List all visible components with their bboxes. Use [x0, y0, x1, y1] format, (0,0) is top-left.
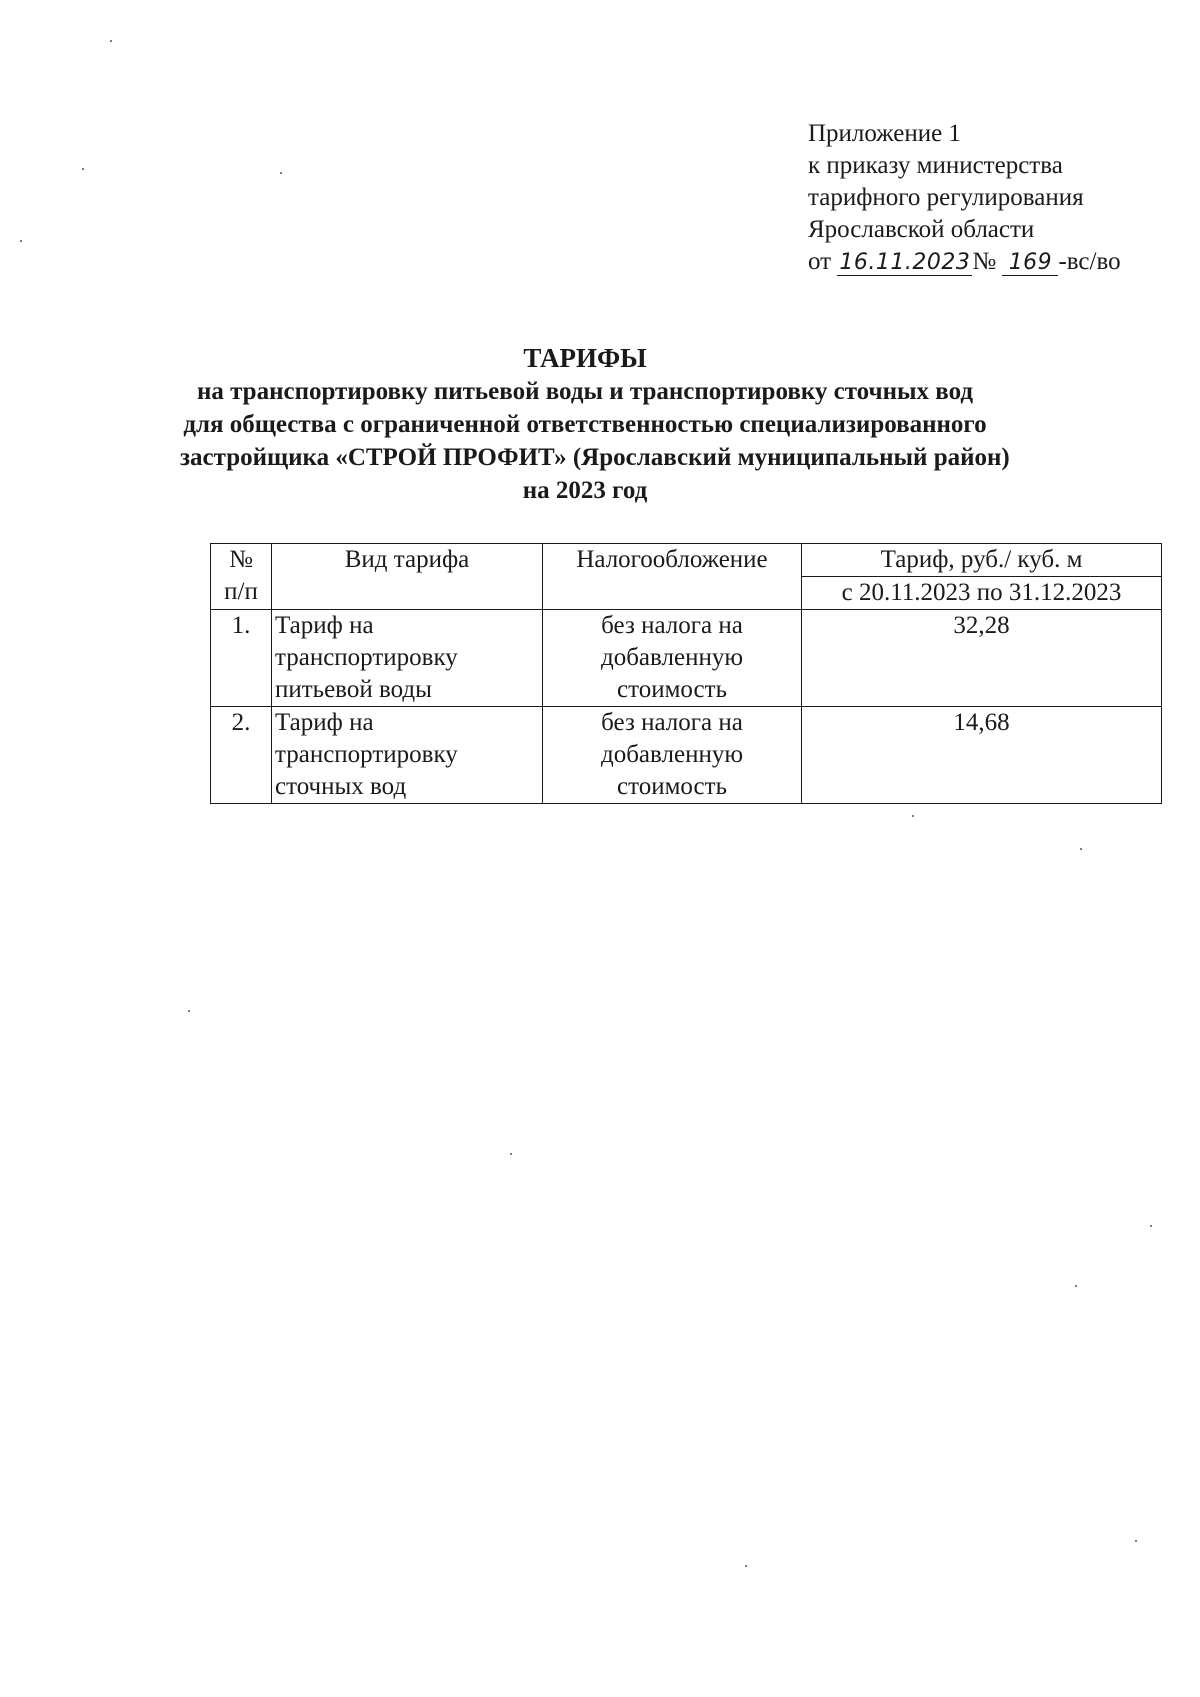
header-tariff-cell: Тариф, руб./ куб. м: [802, 544, 1162, 577]
scan-speck: [912, 815, 914, 817]
row-tax-line: стоимость: [617, 773, 727, 800]
scan-speck: [110, 40, 112, 42]
row-tax-cell: [543, 610, 802, 707]
table-row: [211, 707, 1162, 804]
appendix-line-3: тарифного регулирования: [808, 184, 1084, 211]
header-kind-cell: Вид тарифа: [272, 544, 543, 610]
appendix-block: [808, 118, 1121, 278]
table-row: [211, 610, 1162, 707]
scan-speck: [1080, 848, 1082, 850]
row-tax-cell: [543, 707, 802, 804]
appendix-line-4: Ярославской области: [808, 216, 1035, 243]
scan-speck: [280, 172, 282, 174]
scan-speck: [510, 1153, 512, 1155]
appendix-line-2: к приказу министерства: [808, 152, 1063, 179]
scan-speck: [1075, 1285, 1077, 1287]
document-title: [180, 342, 1010, 507]
order-date-prefix: от: [808, 248, 832, 275]
row-tax-line: без налога на: [601, 709, 743, 736]
header-period-cell: с 20.11.2023 по 31.12.2023: [802, 577, 1162, 610]
row-tax-line: без налога на: [601, 612, 743, 639]
header-num-line-1: №: [229, 546, 253, 573]
row-num-cell: 2.: [211, 707, 272, 804]
title-line-4: на 2023 год: [522, 477, 648, 504]
row-tax-line: добавленную: [600, 741, 744, 768]
scan-speck: [1135, 1540, 1137, 1542]
scan-speck: [82, 168, 84, 170]
header-num-line-2: п/п: [224, 578, 258, 605]
row-tax-line: добавленную: [600, 644, 744, 671]
scan-speck: [1150, 1225, 1152, 1227]
header-tax-cell: Налогообложение: [543, 544, 802, 610]
row-kind-cell: [272, 610, 543, 707]
row-kind-line: питьевой воды: [275, 676, 432, 703]
title-line-3: застройщика «СТРОЙ ПРОФИТ» (Ярославский муниципальный район): [180, 444, 1010, 471]
order-number-suffix: -вс/во: [1058, 248, 1121, 275]
appendix-line-1: Приложение 1: [808, 120, 961, 147]
row-kind-line: транспортировку: [275, 741, 458, 768]
row-value-cell: 14,68: [802, 707, 1162, 804]
header-num-cell: [211, 544, 272, 610]
tariff-table: [210, 543, 1162, 804]
title-main: ТАРИФЫ: [523, 343, 647, 373]
row-kind-line: Тариф на: [275, 612, 374, 639]
row-kind-line: сточных вод: [275, 773, 407, 800]
row-kind-line: Тариф на: [275, 709, 374, 736]
order-number-sign: №: [972, 248, 997, 275]
row-tax-line: стоимость: [617, 676, 727, 703]
row-kind-cell: [272, 707, 543, 804]
order-number-handwritten: 169: [1002, 251, 1058, 276]
scan-speck: [745, 1565, 747, 1567]
order-date-handwritten: 16.11.2023: [839, 250, 971, 275]
title-line-2: для общества с ограниченной ответственностью специализированного: [183, 411, 987, 438]
appendix-order-line: [808, 246, 1121, 278]
scan-speck: [20, 240, 22, 242]
row-kind-line: транспортировку: [275, 644, 458, 671]
title-line-1: на транспортировку питьевой воды и транспортировку сточных вод: [196, 378, 974, 405]
row-num-cell: 1.: [211, 610, 272, 707]
scan-speck: [188, 1010, 190, 1012]
table-header-row: [211, 544, 1162, 577]
row-value-cell: 32,28: [802, 610, 1162, 707]
